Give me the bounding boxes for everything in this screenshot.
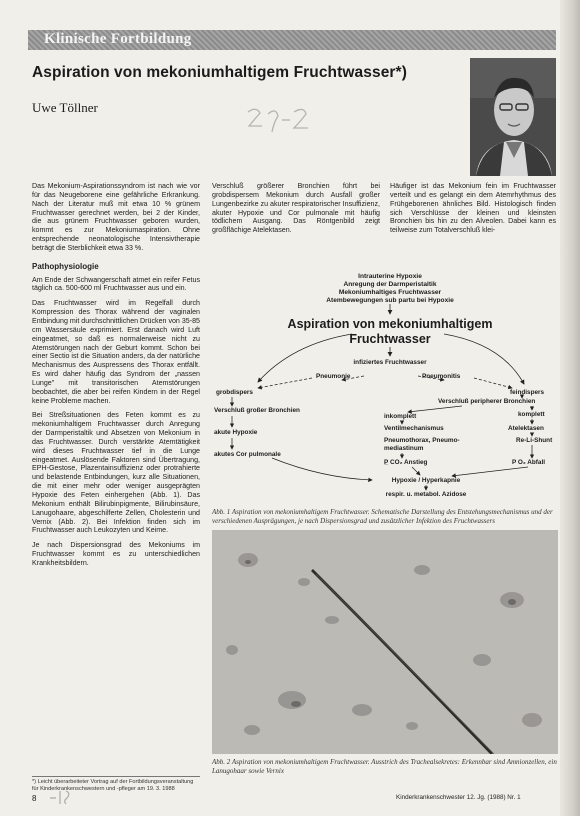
paragraph: Am Ende der Schwangerschaft atmet ein reifer Fetus täglich ca. 500-600 ml Fruchtwasser aus und ein. xyxy=(32,275,200,293)
section-banner xyxy=(28,30,556,50)
diagram-node-pneumothorax: Pneumothorax, Pneumo- xyxy=(384,437,460,444)
intro-paragraph: Das Mekonium-Aspirationssyndrom ist nach wie vor für das Neugeborene eine gefährliche Erkrankung. Nach der Literatur muß mit etwa 10 % grünem Fruchtwasser gerechnet werden, bei 2 der Kinder, die aus grünem Fruchtwasser geboren wurden, kommt es zur Mekoniumaspiration. Ohne entsprechende neonatologische Intensivtherapie beträgt die Sterblichkeit etwa 33 %. xyxy=(32,182,200,252)
diagram-node-verschluss-periph: Verschluß peripherer Bronchien xyxy=(438,398,536,405)
diagram-node-mediastinum: mediastinum xyxy=(384,445,424,452)
author-photo xyxy=(470,58,556,176)
diagram-node-grobdispers: grobdispers xyxy=(216,389,253,396)
diagram-node-pco2: P̲ CO₂ Anstieg xyxy=(384,459,428,466)
diagram-node-akute-hypoxie: akute Hypoxie xyxy=(214,429,258,436)
diagram-main-title: Fruchtwasser xyxy=(349,332,431,346)
page-edge-shadow xyxy=(560,0,580,816)
diagram-node-akutes-cor: akutes Cor pulmonale xyxy=(214,451,281,458)
diagram-node-shunt: Re-Li-Shunt xyxy=(516,437,553,444)
article-title: Aspiration von mekoniumhaltigem Fruchtwasser*) xyxy=(32,64,407,81)
diagram-top-line: Mekoniumhaltiges Fruchtwasser xyxy=(338,289,442,296)
diagram-node-ventil: Ventilmechanismus xyxy=(384,425,444,432)
diagram-top-line: Atembewegungen sub partu bei Hypoxie xyxy=(326,297,454,304)
handwritten-page-mark xyxy=(48,787,72,807)
pathophysiology-diagram xyxy=(212,264,558,504)
paragraph: Das Fruchtwasser wird im Regelfall durch Kompression des Thorax während der vaginalen Entbindung mit durchschnittlichen Drücken von 35-85 cm Wassersäule exprimiert. Erst danach wird Luft eingeatmet, so daß es normalerweise nicht zu Atemstörungen nach der Geburt kommt. Schon bei einer Sectio ist die Situation anders, da der natürliche Mechanismus des Auspressens des Thorax entfällt. Es wird daher häufig das Syndrom der „nassen Lunge" mit transitorischen Atemstörungen beobachtet, die aber bei reifen Kindern in der Regel keine Probleme machen. xyxy=(32,299,200,405)
diagram-node-po2: P O₂ Abfall xyxy=(512,459,546,466)
figure-2-caption: Abb. 2 Aspiration von mekoniumhaltigem Fruchtwasser. Ausstrich des Trachealsekretes: Erkennbar sind Amnionzellen, ein Lanugohaar sowie Vernix xyxy=(212,758,557,775)
paragraph: Bei Streßsituationen des Feten kommt es zu mekoniumhaltigem Fruchtwasser durch Anregung der Darmperistaltik und Absetzen von Mekonium in das Fruchtwasser. Durch verstärkte Atemtätigkeit wird dieses Fruchtwasser tief in die Lunge eingeatmet. Auslösende Faktoren sind Übertragung, EPH-Gestose, Plazentainsuffizienz oder protrahierte und belastende Entbindungen, kurz alle Situationen, die mit einer mehr oder weniger ausgeprägten Hypoxie des Feten einhergehen (Abb. 1). Das Mekonium enthält Bilirubinpigmente, Bilirubinsäure, Lanugohaare, abgeschilferte Zellen, Cholesterin und Vernix (Abb. 2). Bei Infektion finden sich im Fruchtwasser auch Leukozyten und Keime. xyxy=(32,411,200,535)
diagram-top-line: Intrauterine Hypoxie xyxy=(358,273,422,280)
diagram-node-hypoxie-hyperkapnie: Hypoxie / Hyperkapnie xyxy=(391,477,461,484)
micrograph-image xyxy=(212,530,558,754)
column-1 xyxy=(32,182,200,574)
page-number: 8 xyxy=(32,794,37,803)
diagram-node-komplett: komplett xyxy=(518,411,545,418)
article-author: Uwe Töllner xyxy=(32,100,98,115)
diagram-main-title: Aspiration von mekoniumhaltigem xyxy=(287,317,493,331)
paragraph: Je nach Dispersionsgrad des Mekoniums im Fruchtwasser kommt es zu unterschiedlichen Krankheitsbildern. xyxy=(32,541,200,567)
paragraph: Verschluß größerer Bronchien führt bei grobdispersem Mekonium durch Ausfall großer Lungenbezirke zu akuter respiratorischer Insuffizienz, akuter Hypoxie und Cor pulmonale mit häufig tödlichem Ausgang. Das Röntgenbild zeigt großflächige Atelektasen. xyxy=(212,182,380,235)
paragraph: Häufiger ist das Mekonium fein im Fruchtwasser verteilt und es gelangt ein dem Atemrhythmus des Frühgeborenen ähnliches Bild. Histologisch finden sich Verschlüsse der kleinen und kleinsten Bronchien bis hin zu den Alveolen. Dabei kann es teilweise zum Totalverschluß klei- xyxy=(390,182,556,235)
diagram-node-inkomplett: inkomplett xyxy=(384,413,417,420)
diagram-node-feindispers: feindispers xyxy=(510,389,545,396)
handwritten-note xyxy=(244,104,314,146)
diagram-node-verschluss-gross: Verschluß großer Bronchien xyxy=(214,407,300,414)
section-heading: Pathophysiologie xyxy=(32,261,99,271)
journal-reference: Kinderkrankenschwester 12. Jg. (1988) Nr. 1 xyxy=(396,794,521,801)
diagram-node-azidose: respir. u. metabol. Azidose xyxy=(385,491,467,498)
footnote: *) Leicht überarbeiteter Vortrag auf der Fortbildungsveranstaltung für Kinderkrankenschwestern und -pfleger am 19. 3. 1988 xyxy=(32,776,200,792)
diagram-node-pneumonie: Pneumonie xyxy=(316,373,351,380)
column-2 xyxy=(212,182,380,241)
diagram-node-pneumonitis: Pneumonitis xyxy=(422,373,461,380)
diagram-node-infected: infiziertes Fruchtwasser xyxy=(353,359,427,366)
figure-1-caption: Abb. 1 Aspiration von mekoniumhaltigem Fruchtwasser. Schematische Darstellung des Entstehungsmechanismus und der verschiedenen Ausprägungen, je nach Dispersionsgrad und zusätzlicher Infektion des Fruchtwassers xyxy=(212,508,553,525)
diagram-node-atelektasen: Atelektasen xyxy=(508,425,544,432)
diagram-top-line: Anregung der Darmperistaltik xyxy=(343,281,437,288)
column-3 xyxy=(390,182,556,241)
section-title: Klinische Fortbildung xyxy=(44,31,192,47)
